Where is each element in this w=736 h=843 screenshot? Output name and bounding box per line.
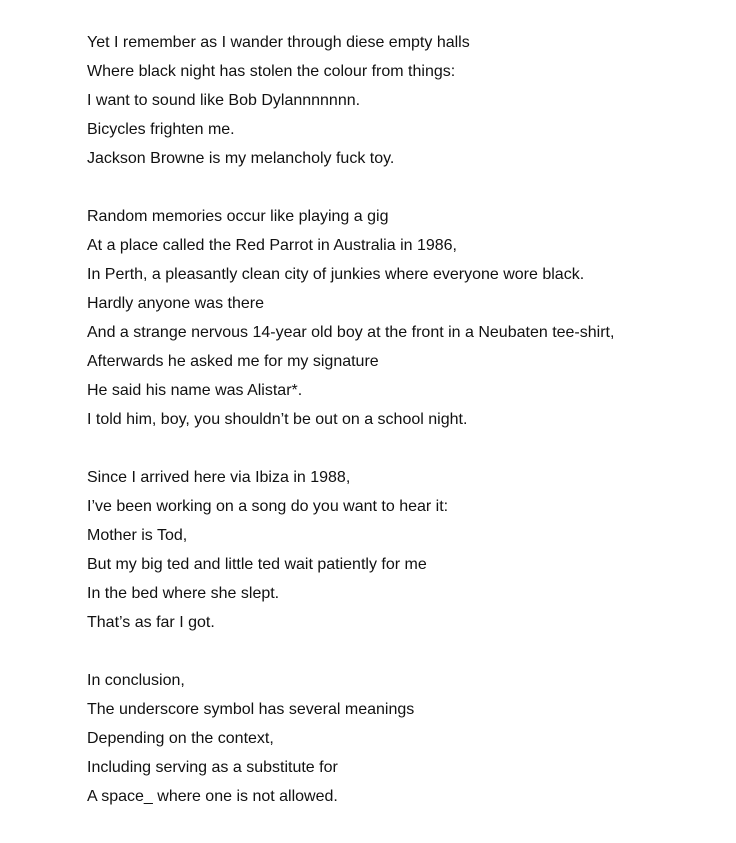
poem-line: In the bed where she slept. xyxy=(87,585,280,602)
poem-line: Since I arrived here via Ibiza in 1988, xyxy=(87,469,351,486)
poem-line: And a strange nervous 14-year old boy at the front in a Neubaten tee-shirt, xyxy=(87,324,615,341)
poem-line: In conclusion, xyxy=(87,672,185,689)
poem-line: Yet I remember as I wander through diese empty halls xyxy=(87,34,470,51)
poem-line: In Perth, a pleasantly clean city of junkies where everyone wore black. xyxy=(87,266,585,283)
poem-line: I want to sound like Bob Dylannnnnnn. xyxy=(87,92,361,109)
poem-line: I’ve been working on a song do you want to hear it: xyxy=(87,498,449,515)
poem-line: Hardly anyone was there xyxy=(87,295,264,312)
poem-line: That’s as far I got. xyxy=(87,614,215,631)
poem-line: Mother is Tod, xyxy=(87,527,188,544)
poem-line: Bicycles frighten me. xyxy=(87,121,235,138)
poem-line: Afterwards he asked me for my signature xyxy=(87,353,379,370)
stanza-2 xyxy=(87,205,717,437)
poem-line: The underscore symbol has several meanings xyxy=(87,701,415,718)
poem-body xyxy=(87,31,717,843)
poem-line: But my big ted and little ted wait patiently for me xyxy=(87,556,427,573)
poem-line: At a place called the Red Parrot in Australia in 1986, xyxy=(87,237,457,254)
poem-line: Where black night has stolen the colour from things: xyxy=(87,63,456,80)
poem-line: Depending on the context, xyxy=(87,730,274,747)
poem-line: I told him, boy, you shouldn’t be out on a school night. xyxy=(87,411,468,428)
stanza-3 xyxy=(87,466,717,640)
poem-line: Random memories occur like playing a gig xyxy=(87,208,389,225)
stanza-1 xyxy=(87,31,717,176)
poem-line: A space_ where one is not allowed. xyxy=(87,788,338,805)
poem-line: Jackson Browne is my melancholy fuck toy. xyxy=(87,150,395,167)
poem-line: Including serving as a substitute for xyxy=(87,759,338,776)
poem-line: He said his name was Alistar*. xyxy=(87,382,303,399)
stanza-4 xyxy=(87,669,717,814)
